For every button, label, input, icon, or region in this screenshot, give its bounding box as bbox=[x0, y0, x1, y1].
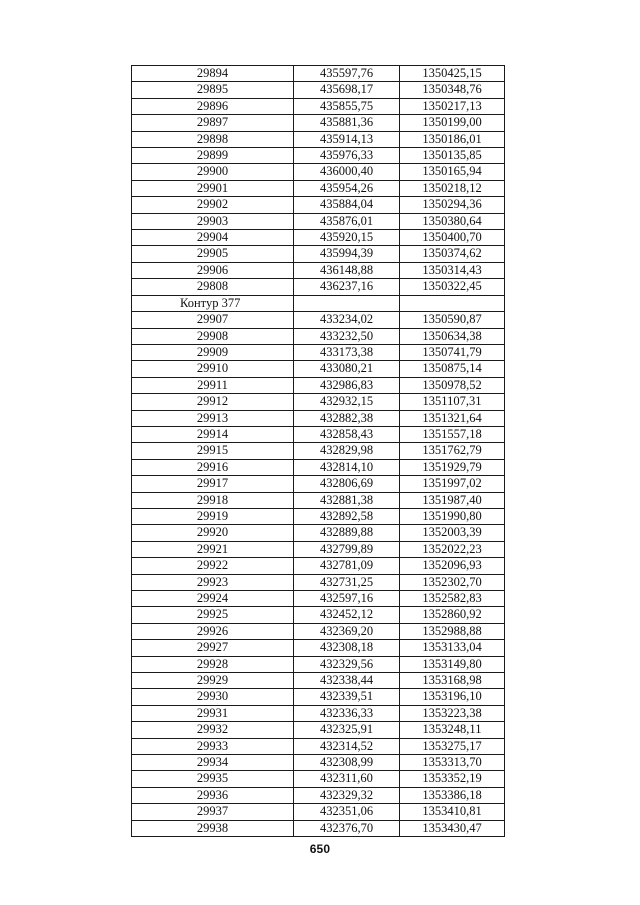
point-number-cell: 29914 bbox=[132, 426, 294, 442]
y-coordinate-cell: 1353410,81 bbox=[400, 804, 505, 820]
table-row bbox=[132, 443, 505, 459]
table-row bbox=[132, 66, 505, 82]
table-row bbox=[132, 115, 505, 131]
point-number-cell: 29928 bbox=[132, 656, 294, 672]
y-coordinate-cell: 1350400,70 bbox=[400, 230, 505, 246]
y-coordinate-cell: 1353168,98 bbox=[400, 673, 505, 689]
table-row bbox=[132, 262, 505, 278]
table-row bbox=[132, 656, 505, 672]
x-coordinate-cell: 432369,20 bbox=[294, 623, 400, 639]
point-number-cell: 29921 bbox=[132, 541, 294, 557]
y-coordinate-cell: 1353248,11 bbox=[400, 722, 505, 738]
x-coordinate-cell: 432351,06 bbox=[294, 804, 400, 820]
table-row bbox=[132, 230, 505, 246]
y-coordinate-cell: 1350217,13 bbox=[400, 98, 505, 114]
table-row bbox=[132, 377, 505, 393]
point-number-cell: 29929 bbox=[132, 673, 294, 689]
x-coordinate-cell: 432325,91 bbox=[294, 722, 400, 738]
table-row bbox=[132, 328, 505, 344]
table-row bbox=[132, 558, 505, 574]
point-number-cell: 29923 bbox=[132, 574, 294, 590]
point-number-cell: 29922 bbox=[132, 558, 294, 574]
coordinates-table-body bbox=[132, 66, 505, 837]
x-coordinate-cell: 432806,69 bbox=[294, 476, 400, 492]
y-coordinate-cell: 1350186,01 bbox=[400, 131, 505, 147]
point-number-cell: 29925 bbox=[132, 607, 294, 623]
y-coordinate-cell: 1351321,64 bbox=[400, 410, 505, 426]
point-number-cell: 29926 bbox=[132, 623, 294, 639]
table-row bbox=[132, 689, 505, 705]
point-number-cell: 29927 bbox=[132, 640, 294, 656]
x-coordinate-cell: 435914,13 bbox=[294, 131, 400, 147]
x-coordinate-cell: 432339,51 bbox=[294, 689, 400, 705]
x-coordinate-cell: 435954,26 bbox=[294, 180, 400, 196]
y-coordinate-cell: 1351762,79 bbox=[400, 443, 505, 459]
table-row bbox=[132, 705, 505, 721]
table-row bbox=[132, 344, 505, 360]
y-coordinate-cell: 1350741,79 bbox=[400, 344, 505, 360]
table-row bbox=[132, 361, 505, 377]
y-coordinate-cell: 1351987,40 bbox=[400, 492, 505, 508]
point-number-cell: 29934 bbox=[132, 755, 294, 771]
y-coordinate-cell: 1351997,02 bbox=[400, 476, 505, 492]
table-row bbox=[132, 804, 505, 820]
point-number-cell: 29916 bbox=[132, 459, 294, 475]
point-number-cell: 29906 bbox=[132, 262, 294, 278]
point-number-cell: 29935 bbox=[132, 771, 294, 787]
point-number-cell: 29915 bbox=[132, 443, 294, 459]
y-coordinate-cell: 1353430,47 bbox=[400, 820, 505, 836]
x-coordinate-cell: 432329,32 bbox=[294, 787, 400, 803]
point-number-cell: 29938 bbox=[132, 820, 294, 836]
x-coordinate-cell: 435876,01 bbox=[294, 213, 400, 229]
point-number-cell: 29898 bbox=[132, 131, 294, 147]
table-row bbox=[132, 623, 505, 639]
point-number-cell: 29909 bbox=[132, 344, 294, 360]
table-row bbox=[132, 508, 505, 524]
y-coordinate-cell: 1350294,36 bbox=[400, 197, 505, 213]
table-row bbox=[132, 82, 505, 98]
point-number-cell: 29932 bbox=[132, 722, 294, 738]
table-row bbox=[132, 640, 505, 656]
table-row bbox=[132, 492, 505, 508]
point-number-cell: 29902 bbox=[132, 197, 294, 213]
x-coordinate-cell: 436000,40 bbox=[294, 164, 400, 180]
table-row bbox=[132, 673, 505, 689]
y-coordinate-cell: 1350322,45 bbox=[400, 279, 505, 295]
y-coordinate-cell: 1350314,43 bbox=[400, 262, 505, 278]
point-number-cell: 29897 bbox=[132, 115, 294, 131]
empty-cell bbox=[294, 295, 400, 311]
y-coordinate-cell: 1350348,76 bbox=[400, 82, 505, 98]
point-number-cell: 29903 bbox=[132, 213, 294, 229]
empty-cell bbox=[400, 295, 505, 311]
page-number: 650 bbox=[309, 842, 331, 856]
x-coordinate-cell: 432376,70 bbox=[294, 820, 400, 836]
x-coordinate-cell: 432452,12 bbox=[294, 607, 400, 623]
table-row bbox=[132, 148, 505, 164]
point-number-cell: 29931 bbox=[132, 705, 294, 721]
table-row bbox=[132, 394, 505, 410]
y-coordinate-cell: 1350590,87 bbox=[400, 312, 505, 328]
x-coordinate-cell: 432781,09 bbox=[294, 558, 400, 574]
table-row bbox=[132, 525, 505, 541]
x-coordinate-cell: 435597,76 bbox=[294, 66, 400, 82]
x-coordinate-cell: 433080,21 bbox=[294, 361, 400, 377]
table-row bbox=[132, 197, 505, 213]
y-coordinate-cell: 1352860,92 bbox=[400, 607, 505, 623]
point-number-cell: 29912 bbox=[132, 394, 294, 410]
table-row bbox=[132, 820, 505, 836]
x-coordinate-cell: 432336,33 bbox=[294, 705, 400, 721]
y-coordinate-cell: 1353352,19 bbox=[400, 771, 505, 787]
x-coordinate-cell: 432932,15 bbox=[294, 394, 400, 410]
x-coordinate-cell: 433232,50 bbox=[294, 328, 400, 344]
y-coordinate-cell: 1352582,83 bbox=[400, 591, 505, 607]
table-row bbox=[132, 410, 505, 426]
point-number-cell: 29933 bbox=[132, 738, 294, 754]
table-row bbox=[132, 459, 505, 475]
y-coordinate-cell: 1350135,85 bbox=[400, 148, 505, 164]
y-coordinate-cell: 1353133,04 bbox=[400, 640, 505, 656]
table-row bbox=[132, 591, 505, 607]
table-row bbox=[132, 279, 505, 295]
y-coordinate-cell: 1350425,15 bbox=[400, 66, 505, 82]
x-coordinate-cell: 432814,10 bbox=[294, 459, 400, 475]
x-coordinate-cell: 435855,75 bbox=[294, 98, 400, 114]
table-row bbox=[132, 476, 505, 492]
y-coordinate-cell: 1351107,31 bbox=[400, 394, 505, 410]
x-coordinate-cell: 433173,38 bbox=[294, 344, 400, 360]
table-row bbox=[132, 541, 505, 557]
y-coordinate-cell: 1352302,70 bbox=[400, 574, 505, 590]
point-number-cell: 29917 bbox=[132, 476, 294, 492]
x-coordinate-cell: 432892,58 bbox=[294, 508, 400, 524]
point-number-cell: 29908 bbox=[132, 328, 294, 344]
y-coordinate-cell: 1353313,70 bbox=[400, 755, 505, 771]
x-coordinate-cell: 432799,89 bbox=[294, 541, 400, 557]
table-row bbox=[132, 164, 505, 180]
x-coordinate-cell: 436237,16 bbox=[294, 279, 400, 295]
x-coordinate-cell: 432308,99 bbox=[294, 755, 400, 771]
x-coordinate-cell: 433234,02 bbox=[294, 312, 400, 328]
x-coordinate-cell: 432338,44 bbox=[294, 673, 400, 689]
point-number-cell: 29907 bbox=[132, 312, 294, 328]
y-coordinate-cell: 1352988,88 bbox=[400, 623, 505, 639]
point-number-cell: 29913 bbox=[132, 410, 294, 426]
point-number-cell: 29899 bbox=[132, 148, 294, 164]
table-row bbox=[132, 607, 505, 623]
table-row bbox=[132, 574, 505, 590]
x-coordinate-cell: 432329,56 bbox=[294, 656, 400, 672]
table-row bbox=[132, 787, 505, 803]
x-coordinate-cell: 435881,36 bbox=[294, 115, 400, 131]
point-number-cell: 29911 bbox=[132, 377, 294, 393]
y-coordinate-cell: 1352022,23 bbox=[400, 541, 505, 557]
point-number-cell: 29919 bbox=[132, 508, 294, 524]
table-row bbox=[132, 722, 505, 738]
point-number-cell: 29895 bbox=[132, 82, 294, 98]
point-number-cell: 29930 bbox=[132, 689, 294, 705]
y-coordinate-cell: 1350978,52 bbox=[400, 377, 505, 393]
point-number-cell: 29920 bbox=[132, 525, 294, 541]
table-row bbox=[132, 312, 505, 328]
y-coordinate-cell: 1350875,14 bbox=[400, 361, 505, 377]
x-coordinate-cell: 432882,38 bbox=[294, 410, 400, 426]
x-coordinate-cell: 432597,16 bbox=[294, 591, 400, 607]
y-coordinate-cell: 1350374,62 bbox=[400, 246, 505, 262]
coordinates-table bbox=[131, 65, 505, 837]
point-number-cell: 29904 bbox=[132, 230, 294, 246]
x-coordinate-cell: 435884,04 bbox=[294, 197, 400, 213]
y-coordinate-cell: 1351557,18 bbox=[400, 426, 505, 442]
y-coordinate-cell: 1353386,18 bbox=[400, 787, 505, 803]
table-row bbox=[132, 98, 505, 114]
x-coordinate-cell: 432311,60 bbox=[294, 771, 400, 787]
point-number-cell: 29901 bbox=[132, 180, 294, 196]
point-number-cell: 29808 bbox=[132, 279, 294, 295]
table-row bbox=[132, 738, 505, 754]
x-coordinate-cell: 432829,98 bbox=[294, 443, 400, 459]
y-coordinate-cell: 1353275,17 bbox=[400, 738, 505, 754]
point-number-cell: 29910 bbox=[132, 361, 294, 377]
table-row bbox=[132, 180, 505, 196]
table-row bbox=[132, 131, 505, 147]
y-coordinate-cell: 1353223,38 bbox=[400, 705, 505, 721]
point-number-cell: 29918 bbox=[132, 492, 294, 508]
y-coordinate-cell: 1352003,39 bbox=[400, 525, 505, 541]
y-coordinate-cell: 1350380,64 bbox=[400, 213, 505, 229]
x-coordinate-cell: 435976,33 bbox=[294, 148, 400, 164]
x-coordinate-cell: 432881,38 bbox=[294, 492, 400, 508]
table-row bbox=[132, 755, 505, 771]
x-coordinate-cell: 432889,88 bbox=[294, 525, 400, 541]
x-coordinate-cell: 436148,88 bbox=[294, 262, 400, 278]
x-coordinate-cell: 435698,17 bbox=[294, 82, 400, 98]
y-coordinate-cell: 1350634,38 bbox=[400, 328, 505, 344]
y-coordinate-cell: 1350218,12 bbox=[400, 180, 505, 196]
y-coordinate-cell: 1350165,94 bbox=[400, 164, 505, 180]
point-number-cell: 29936 bbox=[132, 787, 294, 803]
point-number-cell: 29894 bbox=[132, 66, 294, 82]
point-number-cell: 29937 bbox=[132, 804, 294, 820]
y-coordinate-cell: 1351929,79 bbox=[400, 459, 505, 475]
table-row bbox=[132, 426, 505, 442]
x-coordinate-cell: 432986,83 bbox=[294, 377, 400, 393]
point-number-cell: 29896 bbox=[132, 98, 294, 114]
y-coordinate-cell: 1353149,80 bbox=[400, 656, 505, 672]
table-row bbox=[132, 771, 505, 787]
table-row bbox=[132, 246, 505, 262]
y-coordinate-cell: 1351990,80 bbox=[400, 508, 505, 524]
section-header-row bbox=[132, 295, 505, 311]
point-number-cell: 29900 bbox=[132, 164, 294, 180]
x-coordinate-cell: 432314,52 bbox=[294, 738, 400, 754]
x-coordinate-cell: 432858,43 bbox=[294, 426, 400, 442]
y-coordinate-cell: 1350199,00 bbox=[400, 115, 505, 131]
point-number-cell: 29905 bbox=[132, 246, 294, 262]
table-row bbox=[132, 213, 505, 229]
y-coordinate-cell: 1353196,10 bbox=[400, 689, 505, 705]
x-coordinate-cell: 435994,39 bbox=[294, 246, 400, 262]
x-coordinate-cell: 432308,18 bbox=[294, 640, 400, 656]
point-number-cell: 29924 bbox=[132, 591, 294, 607]
x-coordinate-cell: 432731,25 bbox=[294, 574, 400, 590]
x-coordinate-cell: 435920,15 bbox=[294, 230, 400, 246]
y-coordinate-cell: 1352096,93 bbox=[400, 558, 505, 574]
section-title: Контур 377 bbox=[132, 295, 294, 311]
